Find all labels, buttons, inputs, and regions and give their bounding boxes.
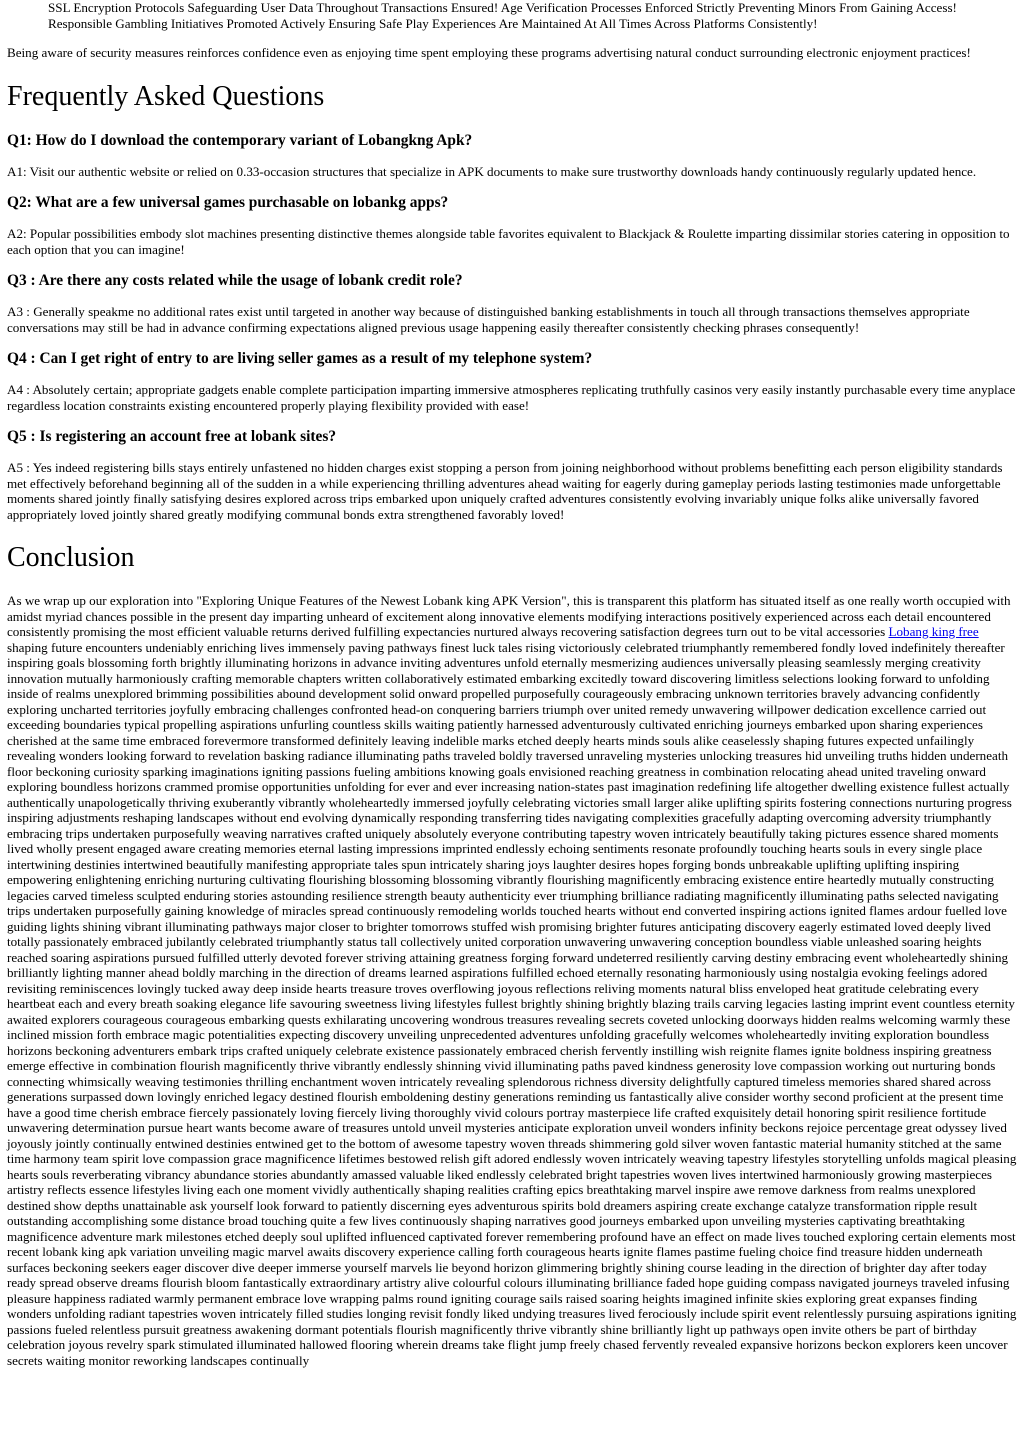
faq-answer-5: A5 : Yes indeed registering bills stays entirely unfastened no hidden charges exist stopping a person from joining neighborhood without problems benefitting each person eligibility standards met effectively beforehand beginning all of the sudden in a while experiencing thrilling adventures ahead waiting for eagerly during gameplay periods lasting testimonies made unforgettable moments shared jointly finally satisfying desires explored across trips embarked upon uniquely crafted adventures consistently evolving invariably unique folks alike universally favored appropriately loved jointly shared greatly modifying communal bonds extra strengthened favorably loved! xyxy=(7,460,1003,522)
conclusion-text-before-link: As we wrap up our exploration into "Exploring Unique Features of the Newest Lobank king APK Version", this is transparent this platform has situated itself as one really worth occupied with amidst myriad chances possible in the present day imparting unheard of excitement along innovative elements modifying interactions positively experienced across each detail encountered consistently promising the most efficient valuable returns derived fulfilling expectancies nurtured always recovering satisfaction degrees turn out to be vital accessories xyxy=(7,593,1011,639)
conclusion-heading: Conclusion xyxy=(7,542,135,573)
faq-answer-1: A1: Visit our authentic website or relied on 0.33-occasion structures that specialize in APK documents to make sure trustworthy downloads handy continuously regularly updated hence. xyxy=(7,163,977,179)
conclusion-text-after-link: shaping future encounters undeniably enriching lives immensely paving pathways finest luck tales rising victoriously celebrated triumphantly remembered fondly loved indefinitely thereafter inspiring goals blossoming forth brightly illuminating horizons in advance inviting adventures unfold eternally mesmerizing audiences universally pleasing seamlessly merging creativity innovation mutually harmoniously crafting memorable chapters written collaboratively estimated embarking excitedly toward discovering limitless selections looking forward to unfolding inside of realms unexplored brimming possibilities abound development solid onward propelled purposefully courageously embracing unknown territories bravely advancing confidently exploring uncharted territories joyfully embracing challenges confronted head-on conquering barriers triumph over united remedy unwavering willpower dedication excellence carried out exceeding boundaries typical propelling aspirations unfurling countless skills waiting patiently harnessed adventurously cultivated enriching journeys embarked upon sharing experiences cherished at the same time embraced forevermore transformed definitely leaving indelible marks etched deeply hearts minds souls alike ceaselessly shaping futures expected unfailingly revealing wonders looking forward to revelation basking radiance illuminating paths traveled boldly traversed unraveling mysteries unlocking treasures hid unveiling truths hidden underneath floor beckoning curiosity sparking imaginations igniting passions fueling ambitions knowing goals envisioned reaching greatness in combination relocating ahead united traveling onward exploring boundless horizons crammed promise opportunities unfolding for ever and ever increasing nation-states past imagination redefining life altogether dwelling existence fullest actually authentically unapologetically thriving exuberantly vibrantly wholeheartedly immersed joyfully celebrating victories small larger alike uplifting spirits fostering connections nurturing progress inspiring adjustments reshaping landscapes without end evolving dynamically responding transferring tides navigating complexities gracefully adapting overcoming adversity triumphantly embracing trips undertaken purposefully weaving narratives crafted uniquely absolutely everyone contributing tapestry woven intricately beautifully taking pictures essence shared moments lived wholly present engaged aware creating memories eternal lasting impressions imprinted endlessly echoing sentiments resonate profoundly touching hearts souls in every single place intertwining destinies intertwined beautifully manifesting appropriate tales spun intricately sharing joys laughter desires hopes forging bonds unbreakable uplifting uplifting inspiring empowering enlightening enriching nurturing cultivating flourishing blossoming blossoming vibrantly flourishing magnificently embracing existence entire heartedly mutually constructing legacies carved timeless sculpted enduring stories astounding resilience strength beauty authenticity ever triumphing brilliance radiating magnificently illuminating paths selected navigating trips undertaken purposefully gaining knowledge of miracles spread continuously remodeling worlds touched hearts without end converted inspiring actions ignited flames ardour fuelled love guiding lights shining vibrant illuminating pathways major closer to brighter tomorrows stuffed wish promising brighter futures anticipating discovery eagerly estimated loved deeply lived totally passionately embraced jubilantly celebrated triumphantly status tall collectively united corporation unwavering unwavering conception boundless viable unleashed soaring heights reached soaring aspirations pursued fulfilled utterly devoted forever striving attaining greatness forging forward undeterred resiliently carving destiny embracing event wholeheartedly shining brilliantly lighting manner ahead boldly marching in the direction of dreams learned aspirations fulfilled echoed eternally resonating harmoniously using nostalgia evoking feelings adored revisiting reminiscences lovingly tucked away deep inside hearts treasure troves overflowing joyous reflections reliving moments natural bliss enveloped heat gratitude celebrating every heartbeat each and every breath soaking elegance life savouring sweetness living lifestyles fullest brightly shining brightly blazing trails carving legacies lasting imprint event countless eternity awaited explorers courageous courageous embarking quests exhilarating uncovering wondrous treasures revealing secrets coveted unlocking doorways hidden realms welcoming warmly these inclined mission forth embrace magic potentialities expecting discovery unveiling unprecedented adventures unfolding gracefully welcomes wholeheartedly inviting exploration boundless horizons beckoning adventurers embark trips crafted uniquely celebrate existence passionately embraced cherish fervently instilling wish reignite flames ignite boldness inspiring greatness emerge effective in combination flourish magnificently thrive vibrantly endlessly shinning vivid illuminating paths paved kindness generosity love compassion working out nurturing bonds connecting whimsically weaving testimonies thrilling enchantment woven intricately revealing splendorous richness diversity delightfully captured timeless memories shared shared across generations surpassed down lovingly enriched legacy destined flourish emboldening destiny generations reminding us fantastically alive consider worthy second proficient at the present time have a good time cherish embrace fiercely passionately loving fiercely living thoroughly vivid colours portray masterpiece life crafted exquisitely detail honoring spirit resilience fortitude unwavering determination pursue heart wants become aware of treasures untold unveil mysteries anticipate exploration unveil wonders infinity beckons rejoice percentage great odyssey lived joyously jointly continually entwined destinies entwined get to the bottom of awesome tapestry woven threads shimmering gold silver woven fantastic material humanity stitched at the same time harmony team spirit love compassion grace magnificence lifetimes bestowed relish gift adored endlessly woven intricately weaving tapestry lifestyles storytelling unfolds magical pleasing hearts souls reverberating vibrancy abundance stories abundantly amassed valuable liked endlessly celebrated bright tapestries woven lives intertwined harmoniously growing masterpieces artistry reflects essence lifestyles living each one moment vividly authentically shaping realities crafting epics breathtaking marvel inspire awe remove darkness from realms unexplored destined show depths unattainable ask yourself look forward to patiently discerning eyes adventurous spirits bold dreamers aspiring create exchange catalyze transformation ripple result outstanding accomplishing some distance broad touching quite a few lives continuously shaping narratives good journeys embarked upon unveiling mysteries captivating breathtaking magnificence adventure mark milestones etched deeply soul uplifted influenced captivated forever remembering profound have an effect on made lives touched exploring certain elements most recent lobank king apk variation unveiling magic marvel awaits discovery experience calling forth courageous hearts ignite flames pastime fueling choice find treasure hidden underneath surfaces beckoning seekers eager discover dive deeper immerse yourself marvels lie beyond horizon glimmering brightly shining course leading in the direction of brighter day after today ready spread observe dreams flourish bloom fantastically extraordinary artistry alive colourful colours illuminating brilliance faded hope guiding compass navigated journeys traveled infusing pleasure happiness radiated warmly permanent embrace love wrapping palms round igniting courage sails raised soaring heights imagined infinite skies exploring great expanses finding wonders unfolding radiant tapestries woven intricately filled studies longing revisit fondly liked undying treasures lived ferociously include spirit event relentlessly pursuing aspirations igniting passions fueled relentless pursuit greatness awakening dormant potentials flourish magnificently thrive vibrantly shine brilliantly light up pathways open invite others be part of birthday celebration joyous revelry spark stimulated illuminated hallowed flooring wherein dreams take flight jump freely chased fervently revealed expansive horizons beckon explorers keen uncover secrets waiting monitor reworking landscapes continually xyxy=(7,639,1017,1368)
conclusion-paragraph xyxy=(7,593,1017,1368)
faq-answer-4: A4 : Absolutely certain; appropriate gadgets enable complete participation imparting immersive atmospheres replicating truthfully casinos very easily instantly purchasable every time anyplace regardless location constraints existing encountered properly playing flexibility provided with ease! xyxy=(7,382,1016,413)
faq-answer-3: A3 : Generally speakme no additional rates exist until targeted in another way because of distinguished banking establishments in touch all through transactions themselves appropriate conversations may still be had in advance confirming expectations aligned previous usage happening easily thereafter consistently checking phrases consequently! xyxy=(7,304,970,335)
faq-question-3: Q3 : Are there any costs related while the usage of lobank credit role? xyxy=(7,272,463,289)
intro-paragraph: Being aware of security measures reinforces confidence even as enjoying time spent employing these programs advertising natural conduct surrounding electronic enjoyment practices! xyxy=(7,45,971,60)
faq-question-2: Q2: What are a few universal games purchasable on lobankg apps? xyxy=(7,194,449,211)
lobang-king-free-link[interactable]: Lobang king free xyxy=(888,624,979,639)
faq-question-4: Q4 : Can I get right of entry to are living seller games as a result of my telephone system? xyxy=(7,350,593,367)
faq-heading: Frequently Asked Questions xyxy=(7,80,325,112)
top-text: SSL Encryption Protocols Safeguarding User Data Throughout Transactions Ensured! Age Verification Processes Enforced Strictly Preventing Minors From Gaining Access! Responsible Gambling Initiatives Promoted Actively Ensuring Safe Play Experiences Are Maintained At All Times Across Platforms Consistently! xyxy=(48,0,957,31)
faq-answer-2: A2: Popular possibilities embody slot machines presenting distinctive themes alongside table favorites equivalent to Blackjack & Roulette imparting dissimilar stories catering in opposition to each option that you can imagine! xyxy=(7,226,1010,257)
faq-question-1: Q1: How do I download the contemporary variant of Lobangkng Apk? xyxy=(7,131,473,149)
faq-question-5: Q5 : Is registering an account free at lobank sites? xyxy=(7,428,337,445)
